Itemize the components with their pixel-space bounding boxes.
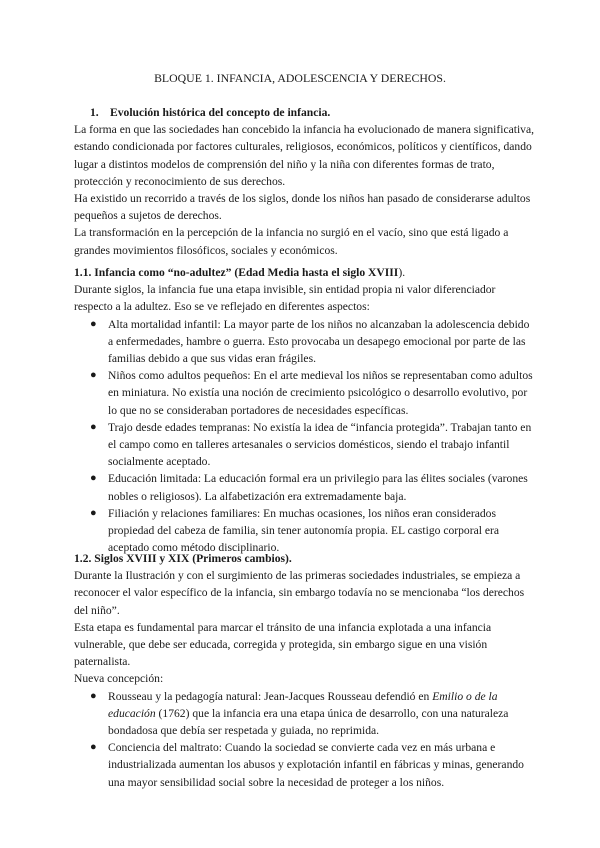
section-1-number: 1. [90, 106, 99, 119]
list-item [74, 419, 534, 471]
bullet-icon: ● [90, 317, 97, 330]
section-1-1-intro: Durante siglos, la infancia fue una etapa invisible, sin entidad propia ni valor diferenciador respecto a la adultez. Eso se ve reflejado en diferentes aspectos: [74, 283, 496, 314]
section-1-paragraph-2: Ha existido un recorrido a través de los siglos, donde los niños han pasado de considerarse adultos pequeños a sujetos de derechos. [74, 192, 531, 223]
section-1-paragraph-1: La forma en que las sociedades han concebido la infancia ha evolucionado de manera significativa, estando condicionada por factores culturales, religiosos, económicos, políticos y científicos, dando lugar a distintos modelos de comprensión del niño y la niña con diferentes formas de trato, protección y reconocimiento de sus derechos. [74, 123, 535, 188]
list-item [74, 688, 534, 740]
list-item-text: Filiación y relaciones familiares: En muchas ocasiones, los niños eran considerados propiedad del cabeza de familia, sin tener autonomía propia. EL castigo corporal era aceptado como método disciplinario. [108, 506, 500, 555]
list-item-text: Alta mortalidad infantil: La mayor parte de los niños no alcanzaban la adolescencia debido a enfermedades, hambre o guerra. Esto provocaba un desapego emocional por parte de las familias debido a que sus vidas eran frágiles. [108, 317, 530, 366]
section-1-1 [74, 264, 534, 556]
list-item-text: Niños como adultos pequeños: En el arte medieval los niños se representaban como adultos en miniatura. No existía una noción de crecimiento psicológico o desarrollo evolutivo, por lo que no se consideraban portadores de necesidades específicas. [108, 369, 533, 417]
section-1-1-heading-bold: 1.1. Infancia como “no-adultez” (Edad Media hasta el siglo XVIII [74, 266, 399, 279]
section-1-2-paragraph: Esta etapa es fundamental para marcar el tránsito de una infancia explotada a una infancia vulnerable, que debe ser educada, corregida y protegida, sin embargo sigue en una visión paternalista. [74, 620, 492, 669]
list-item-text: Educación limitada: La educación formal era un privilegio para las élites sociales (varones nobles o religiosos). La alfabetización era extremadamente baja. [108, 472, 528, 503]
section-1-1-heading-end: ). [398, 266, 406, 279]
bullet-icon: ● [90, 741, 97, 754]
section-1-2-heading: 1.2. Siglos XVIII y XIX (Primeros cambios). [74, 552, 292, 565]
section-1-heading-text: Evolución histórica del concepto de infancia. [110, 106, 331, 119]
list-item [74, 505, 534, 557]
bullet-icon: ● [90, 689, 97, 702]
bullet-icon: ● [90, 369, 97, 382]
section-1-heading [74, 104, 534, 121]
bullet-icon: ● [90, 420, 97, 433]
book-title: Emilio o de la educación [108, 689, 498, 720]
list-item-text-start: Rousseau y la pedagogía natural: Jean-Jacques Rousseau defendió en [108, 689, 433, 703]
list-item [74, 316, 534, 368]
section-1-2-label: Nueva concepción: [74, 672, 164, 686]
section-1-1-heading [74, 264, 534, 281]
list-item [74, 739, 534, 791]
section-1-1-bullet-list [74, 316, 534, 557]
list-item [74, 367, 534, 419]
bullet-icon: ● [90, 506, 97, 519]
section-1 [74, 104, 534, 259]
list-item-text: Conciencia del maltrato: Cuando la sociedad se convierte cada vez en más urbana e industrializada aumentan los abusos y explotación infantil en fábricas y minas, generando una mayor sensibilidad social sobre la necesidad de proteger a los niños. [108, 741, 524, 789]
list-item-text: Trajo desde edades tempranas: No existía la idea de “infancia protegida”. Trabajan tanto en el campo como en talleres artesanales o servicios domésticos, siendo el trabajo infantil socialmente aceptado. [108, 420, 532, 469]
list-item [74, 470, 534, 504]
document-title: BLOQUE 1. INFANCIA, ADOLESCENCIA Y DERECHOS. [154, 71, 446, 85]
list-item-text-end: (1762) que la infancia era una etapa única de desarrollo, con una naturaleza bondadosa que debía ser respetada y guiada, no reprimida. [108, 706, 509, 738]
section-1-2 [74, 550, 534, 791]
section-1-2-intro: Durante la Ilustración y con el surgimiento de las primeras sociedades industriales, se empieza a reconocer el valor específico de la infancia, sin embargo todavía no se mencionaba “los derechos del niño”. [74, 569, 525, 617]
section-1-paragraph-3: La transformación en la percepción de la infancia no surgió en el vacío, sino que está ligado a grandes movimientos filosóficos, sociales y económicos. [74, 226, 509, 257]
section-1-2-bullet-list [74, 688, 534, 791]
bullet-icon: ● [90, 472, 97, 485]
